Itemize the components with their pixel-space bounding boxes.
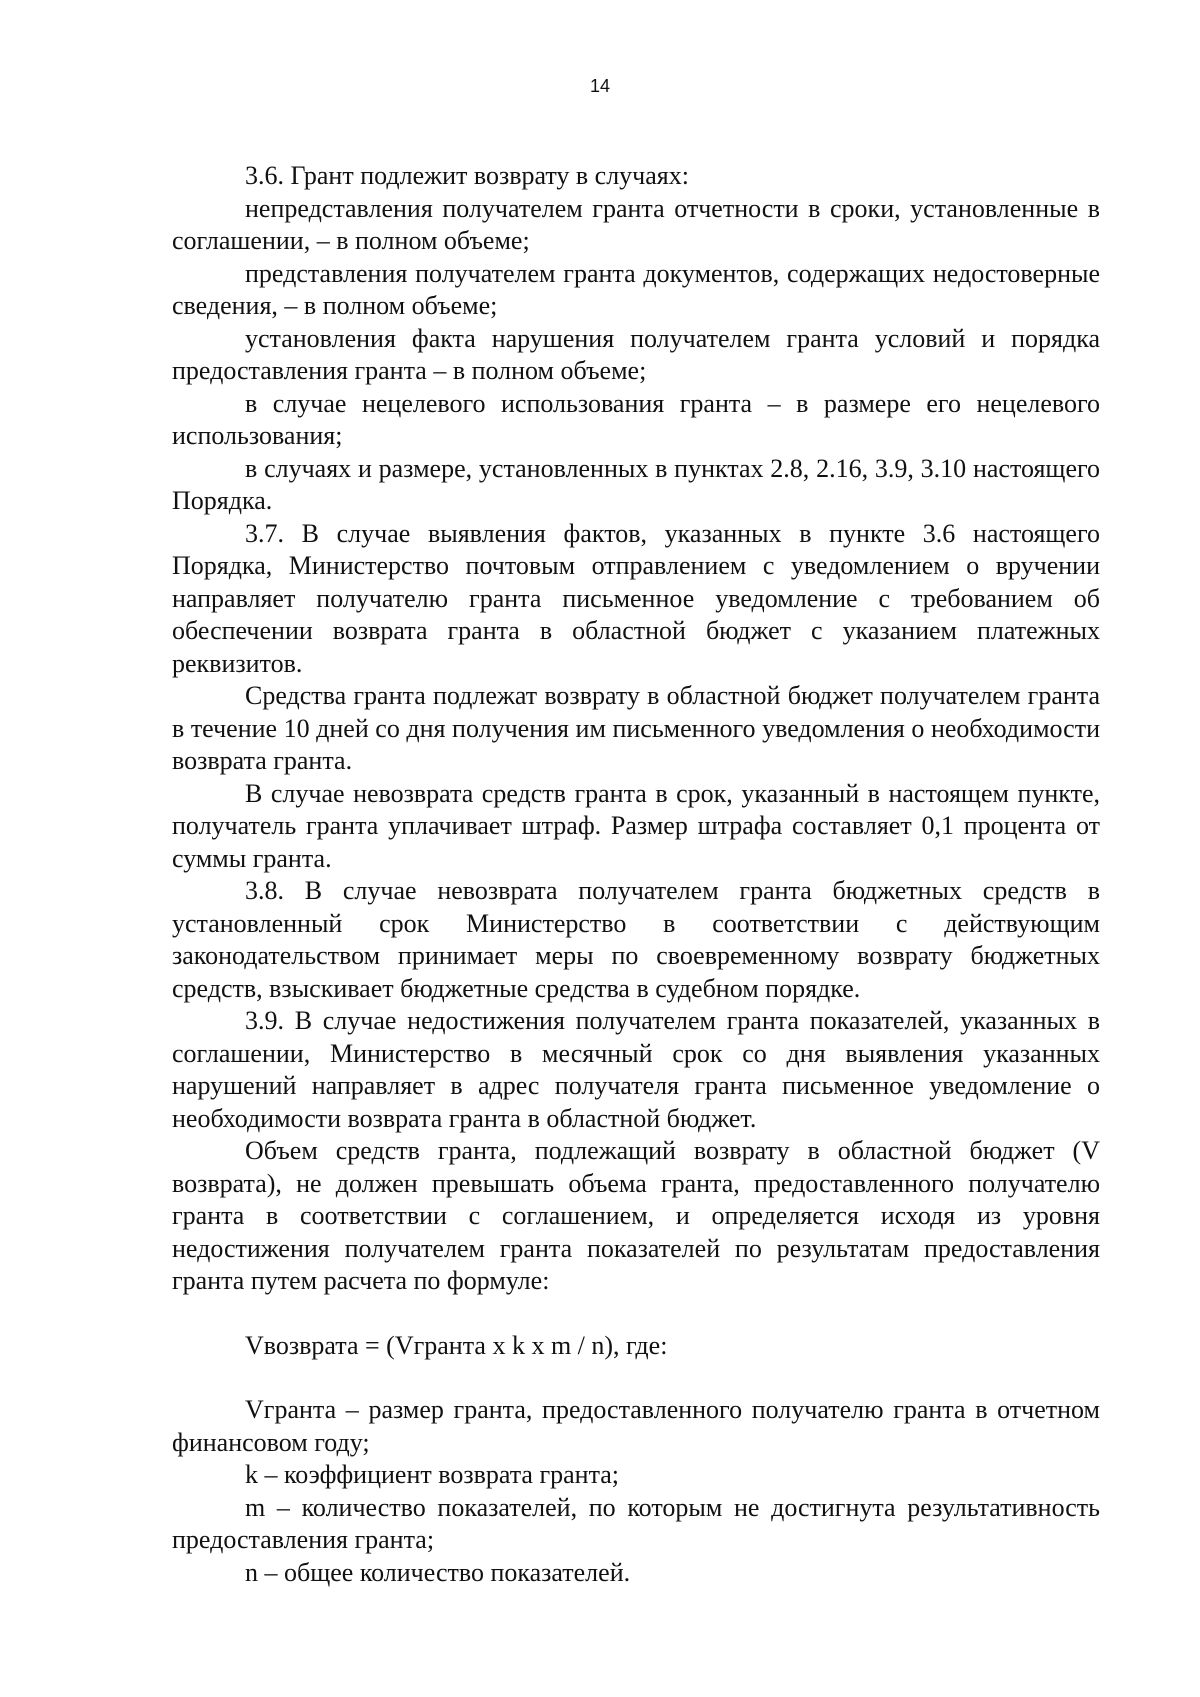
paragraph-3-6-item-misuse: в случае нецелевого использования гранта – в размере его нецелевого использования; <box>172 388 1100 450</box>
paragraph-3-6-item-other-cases: в случаях и размере, установленных в пунктах 2.8, 2.16, 3.9, 3.10 настоящего Порядка. <box>172 453 1100 515</box>
paragraph-3-7: 3.7. В случае выявления фактов, указанных в пункте 3.6 настоящего Порядка, Министерство почтовым отправлением с уведомлением о вручении направляет получателю гранта письменное уведомление с требованием об обеспечении возврата гранта в областной бюджет с указанием платежных реквизитов. <box>172 518 1100 678</box>
paragraph-3-9: 3.9. В случае недостижения получателем гранта показателей, указанных в соглашении, Министерство в месячный срок со дня выявления указанных нарушений направляет в адрес получателя гранта письменное уведомление о необходимости возврата гранта в областной бюджет. <box>172 1006 1100 1133</box>
definition-v-grant: Vгранта – размер гранта, предоставленного получателю гранта в отчетном финансовом году; <box>172 1395 1100 1457</box>
paragraph-3-8: 3.8. В случае невозврата получателем гранта бюджетных средств в установленный срок Министерство в соответствии с действующим законодательством принимает меры по своевременному возврату бюджетных средств, взыскивает бюджетные средства в судебном порядке. <box>172 876 1100 1003</box>
paragraph-3-6-item-violation: установления факта нарушения получателем гранта условий и порядка предоставления гранта – в полном объеме; <box>172 323 1100 385</box>
return-formula: Vвозврата = (Vгранта x k x m / n), где: <box>245 1330 668 1360</box>
paragraph-3-6-heading: 3.6. Грант подлежит возврату в случаях: <box>245 161 689 190</box>
paragraph-3-7-penalty: В случае невозврата средств гранта в срок, указанный в настоящем пункте, получатель гранта уплачивает штраф. Размер штрафа составляет 0,1 процента от суммы гранта. <box>172 778 1100 873</box>
definition-k: k – коэффициент возврата гранта; <box>245 1460 620 1489</box>
document-body <box>172 160 1100 1589</box>
paragraph-3-9-volume: Объем средств гранта, подлежащий возврату в областной бюджет (V возврата), не должен превышать объема гранта, предоставленного получателю гранта в соответствии с соглашением, и определяется исходя из уровня недостижения получателем гранта показателей по результатам предоставления гранта путем расчета по формуле: <box>172 1136 1100 1295</box>
page-number: 14 <box>589 76 611 96</box>
paragraph-3-6-item-reporting: непредставления получателем гранта отчетности в сроки, установленные в соглашении, – в полном объеме; <box>172 193 1100 255</box>
definition-n: n – общее количество показателей. <box>245 1557 631 1587</box>
paragraph-3-7-return-term: Средства гранта подлежат возврату в областной бюджет получателем гранта в течение 10 дней со дня получения им письменного уведомления о необходимости возврата гранта. <box>172 681 1100 775</box>
definition-m: m – количество показателей, по которым не достигнута результативность предоставления гранта; <box>172 1492 1100 1554</box>
paragraph-3-6-item-false-docs: представления получателем гранта документов, содержащих недостоверные сведения, – в полном объеме; <box>172 258 1100 320</box>
